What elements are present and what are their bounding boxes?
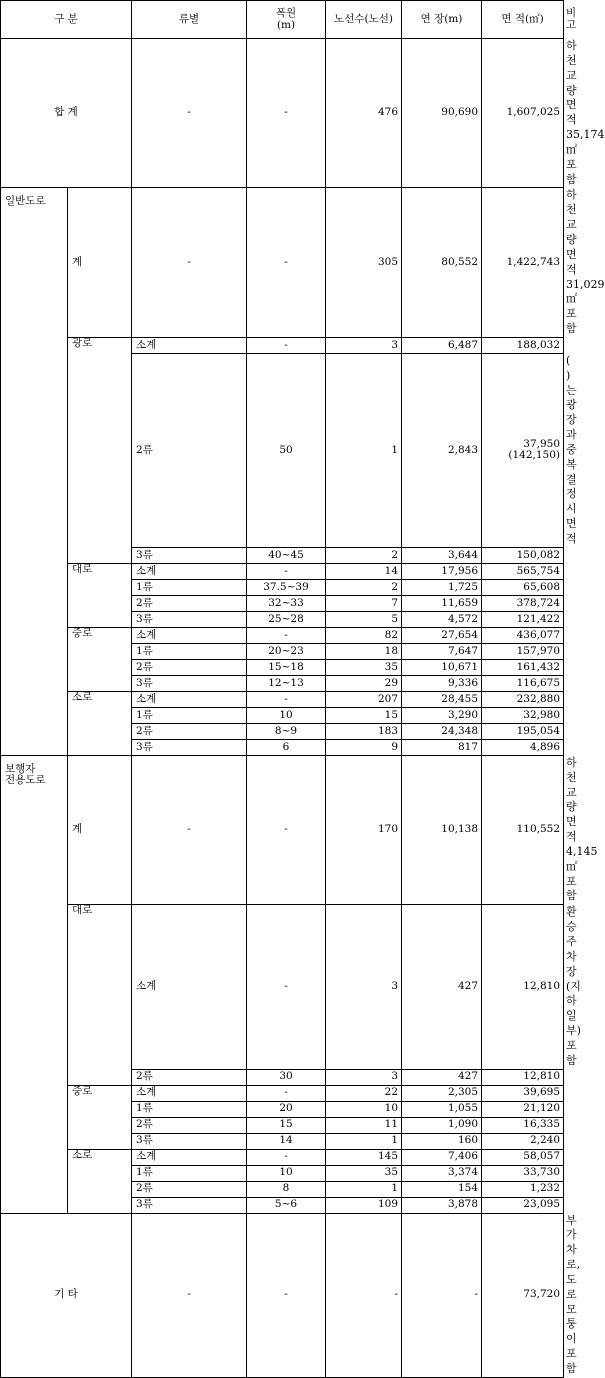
row-routes: 2 — [326, 547, 402, 563]
header-row: 구 분 류별 폭원 (m) 노선수(노선) 연 장(m) 면 적(㎡) 비고 — [1, 1, 564, 39]
row-width: 20~23 — [247, 643, 326, 659]
row-area: 232,880 — [482, 691, 564, 707]
row-class: 3류 — [132, 675, 247, 691]
row-length: 6,487 — [402, 337, 482, 353]
row-routes: 2 — [326, 579, 402, 595]
row-area: 37,950 (142,150) — [482, 353, 564, 547]
row-class: 3류 — [132, 1133, 247, 1149]
row-length: 11,659 — [402, 595, 482, 611]
table-row — [1, 563, 564, 579]
table-row — [1, 337, 564, 353]
row-area: 150,082 — [482, 547, 564, 563]
row-routes: 3 — [326, 905, 402, 1069]
row-road-type: 소로 — [68, 1149, 132, 1213]
row-width: 8~9 — [247, 723, 326, 739]
header-area: 면 적(㎡) — [482, 1, 564, 39]
table-row: 보행자 전용도로 계 - - 170 10,138 110,552 하천교량면적 4,145㎡포함 — [1, 755, 564, 904]
table-row — [1, 1085, 564, 1101]
row-routes: 22 — [326, 1085, 402, 1101]
row-routes: 15 — [326, 707, 402, 723]
row-routes: 14 — [326, 563, 402, 579]
row-road-type: 대로 — [68, 905, 132, 1085]
row-area: 161,432 — [482, 659, 564, 675]
table-row — [1, 691, 564, 707]
row-routes: 109 — [326, 1197, 402, 1213]
row-class: 소계 — [132, 627, 247, 643]
table-row: 2류 50 1 2,843 37,950 (142,150) ( )는 광장과 중복결정시 면적 — [1, 353, 564, 547]
row-routes: 10 — [326, 1101, 402, 1117]
row-length: 4,572 — [402, 611, 482, 627]
row-width: - — [247, 1149, 326, 1165]
row-class: 1류 — [132, 579, 247, 595]
row-routes: 1 — [326, 1181, 402, 1197]
row-width: 15 — [247, 1117, 326, 1133]
row-routes: 18 — [326, 643, 402, 659]
row-width: 5~6 — [247, 1197, 326, 1213]
row-length: 2,843 — [402, 353, 482, 547]
row-class: 소계 — [132, 337, 247, 353]
row-class: - — [132, 755, 247, 904]
row-length: 427 — [402, 905, 482, 1069]
row-area: 65,608 — [482, 579, 564, 595]
row-length: 9,336 — [402, 675, 482, 691]
row-width: 6 — [247, 739, 326, 755]
row-area: 1,232 — [482, 1181, 564, 1197]
row-area: 188,032 — [482, 337, 564, 353]
row-group: 보행자 전용도로 — [1, 755, 68, 1213]
row-routes: 3 — [326, 337, 402, 353]
row-width: 30 — [247, 1069, 326, 1085]
row-category: 합 계 — [1, 39, 132, 188]
row-class: 2류 — [132, 1117, 247, 1133]
row-width: - — [247, 1213, 326, 1377]
row-routes: 29 — [326, 675, 402, 691]
row-width: - — [247, 188, 326, 337]
row-road-type: 중로 — [68, 1085, 132, 1149]
row-width: 50 — [247, 353, 326, 547]
row-area: 378,724 — [482, 595, 564, 611]
row-area: 195,054 — [482, 723, 564, 739]
row-area: 110,552 — [482, 755, 564, 904]
table-row — [1, 1149, 564, 1165]
row-area: 12,810 — [482, 1069, 564, 1085]
row-length: 3,878 — [402, 1197, 482, 1213]
row-area: 116,675 — [482, 675, 564, 691]
header-width-label: 폭원 (m) — [275, 6, 297, 31]
row-class: 2류 — [132, 353, 247, 547]
table-row: 합 계 - - 476 90,690 1,607,025 하천교량면적 35,174㎡포함 — [1, 39, 564, 188]
row-class: 소계 — [132, 691, 247, 707]
row-category: 기 타 — [1, 1213, 132, 1377]
row-routes: 476 — [326, 39, 402, 188]
row-routes: 305 — [326, 188, 402, 337]
row-length: 3,290 — [402, 707, 482, 723]
row-class: 1류 — [132, 1165, 247, 1181]
row-subtotal-label: 계 — [68, 188, 132, 337]
row-width: - — [247, 39, 326, 188]
row-width: 14 — [247, 1133, 326, 1149]
row-class: 1류 — [132, 707, 247, 723]
row-length: 27,654 — [402, 627, 482, 643]
row-class: 소계 — [132, 1149, 247, 1165]
row-routes: 170 — [326, 755, 402, 904]
row-width: 20 — [247, 1101, 326, 1117]
row-length: 427 — [402, 1069, 482, 1085]
row-length: 28,455 — [402, 691, 482, 707]
row-class: 2류 — [132, 659, 247, 675]
row-width: - — [247, 905, 326, 1069]
row-width: - — [247, 563, 326, 579]
row-road-type: 대로 — [68, 563, 132, 627]
row-routes: - — [326, 1213, 402, 1377]
row-area: 436,077 — [482, 627, 564, 643]
row-class: 2류 — [132, 595, 247, 611]
row-area: 73,720 — [482, 1213, 564, 1377]
row-class: 3류 — [132, 547, 247, 563]
row-road-type: 중로 — [68, 627, 132, 691]
row-area: 23,095 — [482, 1197, 564, 1213]
row-width: 32~33 — [247, 595, 326, 611]
row-width: 8 — [247, 1181, 326, 1197]
header-width — [247, 1, 326, 39]
row-area: 33,730 — [482, 1165, 564, 1181]
header-routes: 노선수(노선) — [326, 1, 402, 39]
row-length: 10,138 — [402, 755, 482, 904]
header-category: 구 분 — [1, 1, 132, 39]
row-class: 소계 — [132, 563, 247, 579]
row-class: 소계 — [132, 1085, 247, 1101]
row-length: 817 — [402, 739, 482, 755]
row-class: 3류 — [132, 611, 247, 627]
row-area: 2,240 — [482, 1133, 564, 1149]
row-class: 1류 — [132, 643, 247, 659]
row-width: 10 — [247, 1165, 326, 1181]
row-area: 12,810 — [482, 905, 564, 1069]
row-class: 2류 — [132, 723, 247, 739]
row-class: 2류 — [132, 1069, 247, 1085]
row-length: 24,348 — [402, 723, 482, 739]
row-area: 32,980 — [482, 707, 564, 723]
row-class: - — [132, 1213, 247, 1377]
row-class: 1류 — [132, 1101, 247, 1117]
row-width: 12~13 — [247, 675, 326, 691]
row-area: 565,754 — [482, 563, 564, 579]
row-length: 90,690 — [402, 39, 482, 188]
row-width: 10 — [247, 707, 326, 723]
row-width: - — [247, 1085, 326, 1101]
row-road-type: 광로 — [68, 337, 132, 563]
row-length: 1,725 — [402, 579, 482, 595]
row-width: - — [247, 627, 326, 643]
row-length: 3,644 — [402, 547, 482, 563]
row-area: 39,695 — [482, 1085, 564, 1101]
row-length: 2,305 — [402, 1085, 482, 1101]
row-length: 17,956 — [402, 563, 482, 579]
row-class: 3류 — [132, 1197, 247, 1213]
row-routes: 35 — [326, 1165, 402, 1181]
row-area: 1,607,025 — [482, 39, 564, 188]
row-length: - — [402, 1213, 482, 1377]
row-area: 1,422,743 — [482, 188, 564, 337]
row-class: - — [132, 39, 247, 188]
row-width: 15~18 — [247, 659, 326, 675]
row-routes: 1 — [326, 353, 402, 547]
row-routes: 11 — [326, 1117, 402, 1133]
row-area: 16,335 — [482, 1117, 564, 1133]
row-routes: 1 — [326, 1133, 402, 1149]
row-width: 25~28 — [247, 611, 326, 627]
row-area: 21,120 — [482, 1101, 564, 1117]
row-length: 3,374 — [402, 1165, 482, 1181]
row-length: 160 — [402, 1133, 482, 1149]
row-area: 121,422 — [482, 611, 564, 627]
row-area: 157,970 — [482, 643, 564, 659]
row-length: 1,055 — [402, 1101, 482, 1117]
row-length: 7,406 — [402, 1149, 482, 1165]
header-class: 류별 — [132, 1, 247, 39]
row-area: 4,896 — [482, 739, 564, 755]
row-width: - — [247, 691, 326, 707]
row-subtotal-label: 계 — [68, 755, 132, 904]
row-routes: 145 — [326, 1149, 402, 1165]
row-length: 80,552 — [402, 188, 482, 337]
row-length: 7,647 — [402, 643, 482, 659]
row-routes: 5 — [326, 611, 402, 627]
row-class: 2류 — [132, 1181, 247, 1197]
row-routes: 7 — [326, 595, 402, 611]
row-class: - — [132, 188, 247, 337]
row-group: 일반도로 — [1, 188, 68, 755]
table-row: 기 타 - - - - 73,720 부가차로, 도로모퉁이 포함 — [1, 1213, 564, 1377]
row-width: - — [247, 755, 326, 904]
table-row: 일반도로 계 - - 305 80,552 1,422,743 하천교량면적 31,029㎡포함 — [1, 188, 564, 337]
row-length: 10,671 — [402, 659, 482, 675]
row-area: 58,057 — [482, 1149, 564, 1165]
row-road-type: 소로 — [68, 691, 132, 755]
row-width: 37.5~39 — [247, 579, 326, 595]
row-width: 40~45 — [247, 547, 326, 563]
row-routes: 35 — [326, 659, 402, 675]
header-length: 연 장(m) — [402, 1, 482, 39]
row-routes: 9 — [326, 739, 402, 755]
row-length: 1,090 — [402, 1117, 482, 1133]
row-routes: 183 — [326, 723, 402, 739]
table-row: 대로 소계 - 3 427 12,810 환승주차장 (지하일부)포함 — [1, 905, 564, 1069]
row-class: 3류 — [132, 739, 247, 755]
row-routes: 82 — [326, 627, 402, 643]
table-row — [1, 627, 564, 643]
table-body — [1, 39, 605, 1378]
row-routes: 3 — [326, 1069, 402, 1085]
row-class: 소계 — [132, 905, 247, 1069]
row-width: - — [247, 337, 326, 353]
row-length: 154 — [402, 1181, 482, 1197]
row-routes: 207 — [326, 691, 402, 707]
